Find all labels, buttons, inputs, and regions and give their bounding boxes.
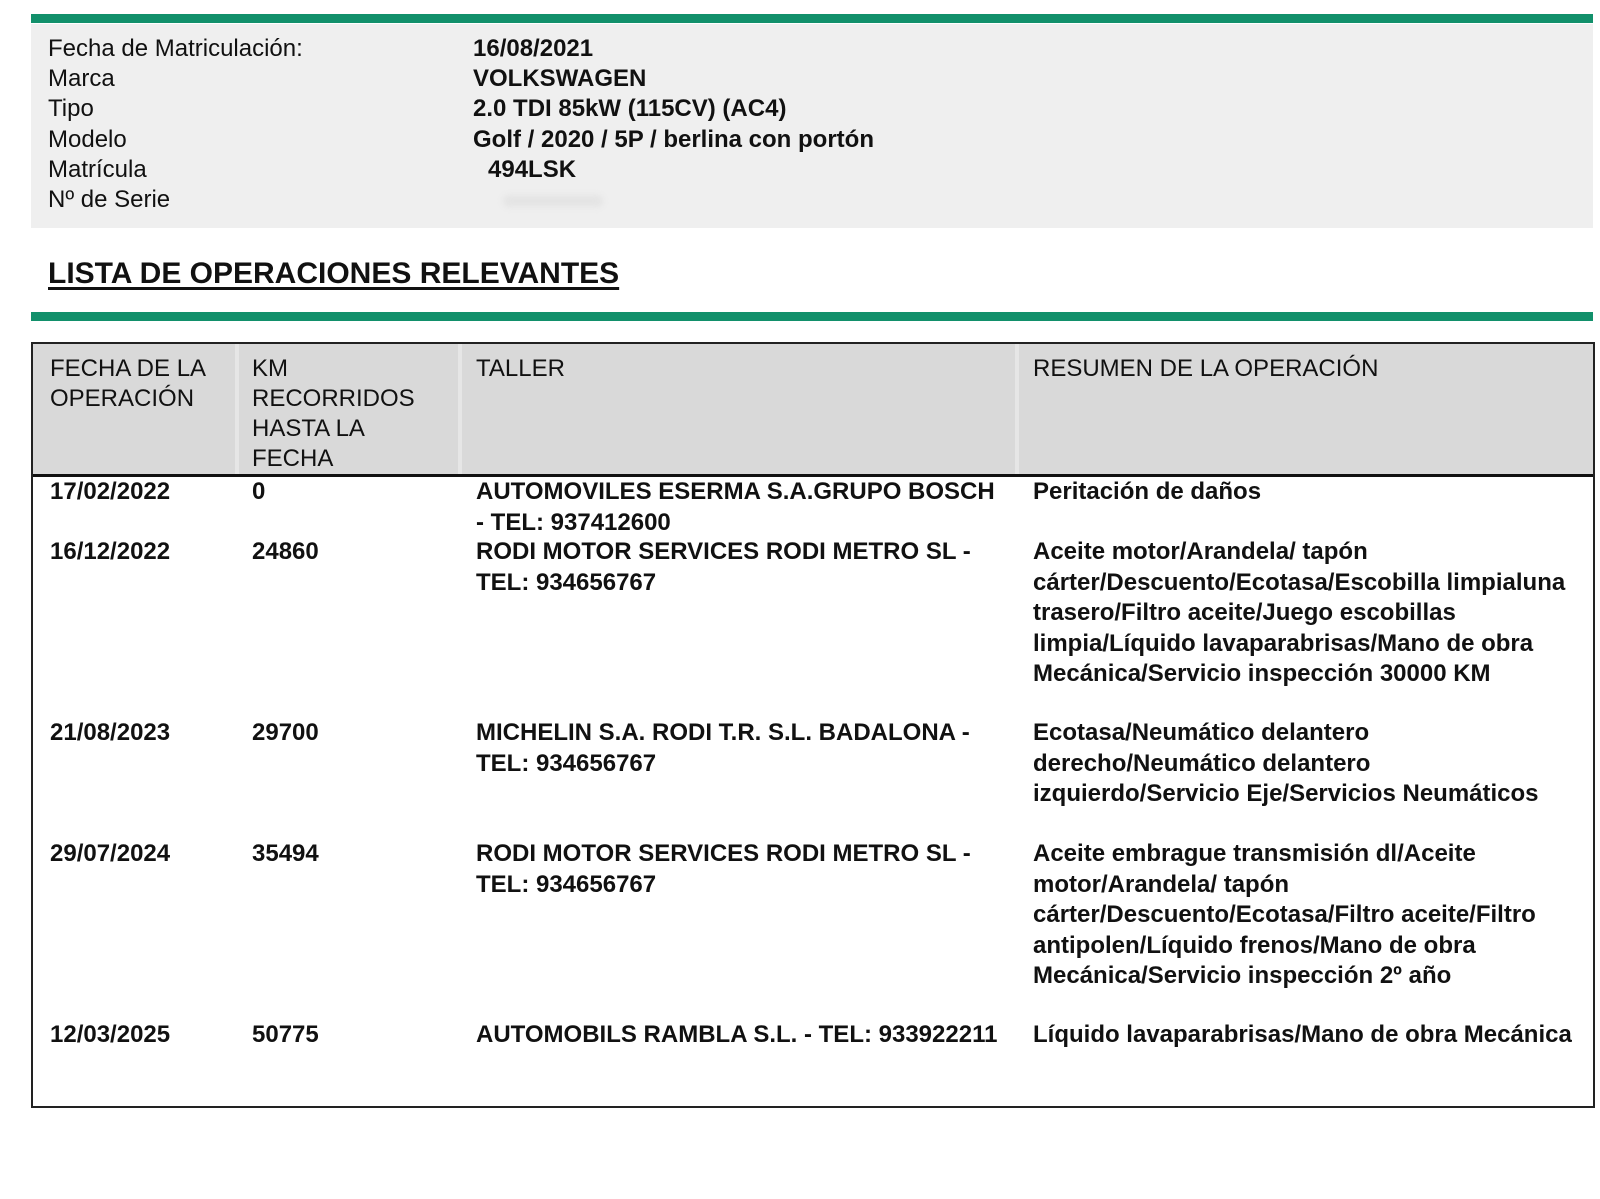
plate-value: 494LSK <box>488 156 577 183</box>
row-summary: Ecotasa/Neumático delantero derecho/Neumático delantero izquierdo/Servicio Eje/Servicios Neumáticos <box>1033 719 1539 807</box>
plate-label: Matrícula <box>48 156 147 183</box>
row-km: 35494 <box>252 840 319 867</box>
header-summary: RESUMEN DE LA OPERACIÓN <box>1033 355 1379 382</box>
brand-label: Marca <box>48 65 115 92</box>
top-green-rule <box>31 14 1593 23</box>
row-shop: AUTOMOBILS RAMBLA S.L. - TEL: 933922211 <box>476 1021 998 1048</box>
section-title: LISTA DE OPERACIONES RELEVANTES <box>48 257 620 290</box>
row-date: 17/02/2022 <box>50 478 171 505</box>
brand-value: VOLKSWAGEN <box>473 65 647 92</box>
model-label: Modelo <box>48 126 127 153</box>
table-header <box>33 344 1593 477</box>
row-date: 12/03/2025 <box>50 1021 171 1048</box>
header-shop: TALLER <box>476 355 565 382</box>
row-summary: Aceite embrague transmisión dl/Aceite motor/Arandela/ tapón cárter/Descuento/Ecotasa/Filtro aceite/Filtro antipolen/Líquido frenos/Mano de obra Mecánica/Servicio inspección 2º año <box>1033 840 1536 989</box>
header-separator <box>458 344 462 474</box>
registration-date-value: 16/08/2021 <box>473 35 594 62</box>
registration-date-label: Fecha de Matriculación: <box>48 35 303 62</box>
operations-table <box>31 342 1595 1108</box>
table-row <box>33 718 1593 839</box>
row-shop: RODI MOTOR SERVICES RODI METRO SL - TEL: 934656767 <box>476 840 971 898</box>
type-label: Tipo <box>48 95 94 122</box>
header-separator <box>235 344 239 474</box>
row-km: 0 <box>252 478 266 505</box>
table-row <box>33 537 1593 718</box>
row-shop: MICHELIN S.A. RODI T.R. S.L. BADALONA - TEL: 934656767 <box>476 719 970 777</box>
serial-label: Nº de Serie <box>48 186 171 213</box>
row-km: 50775 <box>252 1021 319 1048</box>
row-date: 16/12/2022 <box>50 538 171 565</box>
row-date: 29/07/2024 <box>50 840 171 867</box>
row-summary: Peritación de daños <box>1033 478 1262 505</box>
header-date: FECHA DE LA OPERACIÓN <box>50 355 205 412</box>
row-shop: RODI MOTOR SERVICES RODI METRO SL - TEL: 934656767 <box>476 538 971 596</box>
table-row <box>33 1020 1593 1082</box>
row-summary: Aceite motor/Arandela/ tapón cárter/Descuento/Ecotasa/Escobilla limpialuna trasero/Filtro aceite/Juego escobillas limpia/Líquido lavaparabrisas/Mano de obra Mecánica/Servicio inspección 30000 KM <box>1033 538 1566 687</box>
row-km: 29700 <box>252 719 319 746</box>
model-value: Golf / 2020 / 5P / berlina con portón <box>473 126 874 153</box>
section-green-rule <box>31 312 1593 321</box>
row-summary: Líquido lavaparabrisas/Mano de obra Mecánica <box>1033 1021 1572 1048</box>
row-shop: AUTOMOVILES ESERMA S.A.GRUPO BOSCH - TEL: 937412600 <box>476 478 995 536</box>
header-km: KM RECORRIDOS HASTA LA FECHA <box>252 355 415 472</box>
table-row <box>33 839 1593 1020</box>
header-separator <box>1015 344 1019 474</box>
row-date: 21/08/2023 <box>50 719 171 746</box>
table-row <box>33 477 1593 537</box>
serial-redacted <box>503 195 603 207</box>
vehicle-info-panel <box>31 24 1593 228</box>
table-body <box>33 477 1593 1082</box>
type-value: 2.0 TDI 85kW (115CV) (AC4) <box>473 95 787 122</box>
row-km: 24860 <box>252 538 319 565</box>
